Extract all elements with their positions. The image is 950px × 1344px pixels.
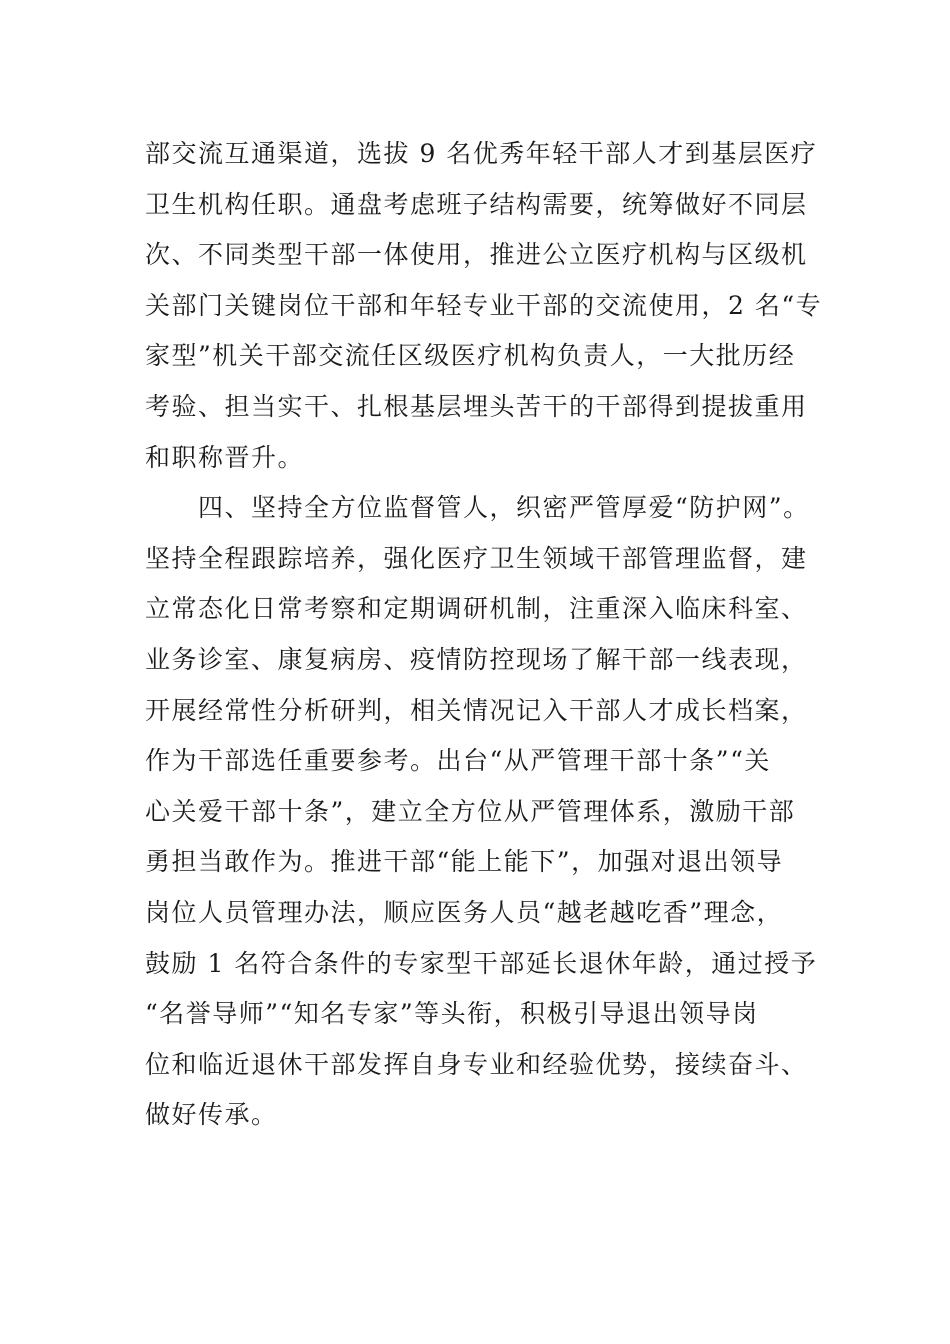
text-line: 家型”机关干部交流任区级医疗机构负责人，一大批历经: [145, 341, 796, 371]
text-line: 考验、担当实干、扎根基层埋头苦干的干部得到提拔重用: [145, 391, 808, 421]
text-line: 开展经常性分析研判，相关情况记入干部人才成长档案，: [145, 695, 808, 725]
text-line: 次、不同类型干部一体使用，推进公立医疗机构与区级机: [145, 240, 808, 270]
text-line: 心关爱干部十条”，建立全方位从严管理体系，激励干部: [145, 796, 796, 826]
text-line: 部交流互通渠道，选拔 9 名优秀年轻干部人才到基层医疗: [145, 139, 818, 168]
text-line: “名誉导师”“知名专家”等头衔，积极引导退出领导岗: [145, 999, 759, 1029]
text-line: 立常态化日常考察和定期调研机制，注重深入临床科室、: [145, 594, 808, 624]
text-line: 岗位人员管理办法，顺应医务人员“越老越吃香”理念，: [145, 897, 784, 927]
text-line: 坚持全程跟踪培养，强化医疗卫生领域干部管理监督，建: [145, 543, 808, 573]
text-line: 卫生机构任职。通盘考虑班子结构需要，统筹做好不同层: [145, 189, 808, 219]
document-body: [145, 129, 823, 1141]
text-line: 业务诊室、康复病房、疫情防控现场了解干部一线表现，: [145, 644, 808, 674]
text-line: 位和临近退休干部发挥自身专业和经验优势，接续奋斗、: [145, 1049, 808, 1079]
text-line: 关部门关键岗位干部和年轻专业干部的交流使用，2 名“专: [145, 290, 823, 320]
text-line: 作为干部选任重要参考。出台“从严管理干部十条”“关: [145, 746, 771, 776]
text-line: 做好传承。: [145, 1100, 278, 1130]
text-line: 勇担当敢作为。推进干部“能上能下”，加强对退出领导: [145, 847, 784, 877]
text-line: 鼓励 1 名符合条件的专家型干部延长退休年龄，通过授予: [145, 948, 818, 978]
text-line: 和职称晋升。: [145, 442, 305, 472]
section-heading-line: 四、坚持全方位监督管人，织密严管厚爱“防护网”。: [145, 493, 810, 523]
